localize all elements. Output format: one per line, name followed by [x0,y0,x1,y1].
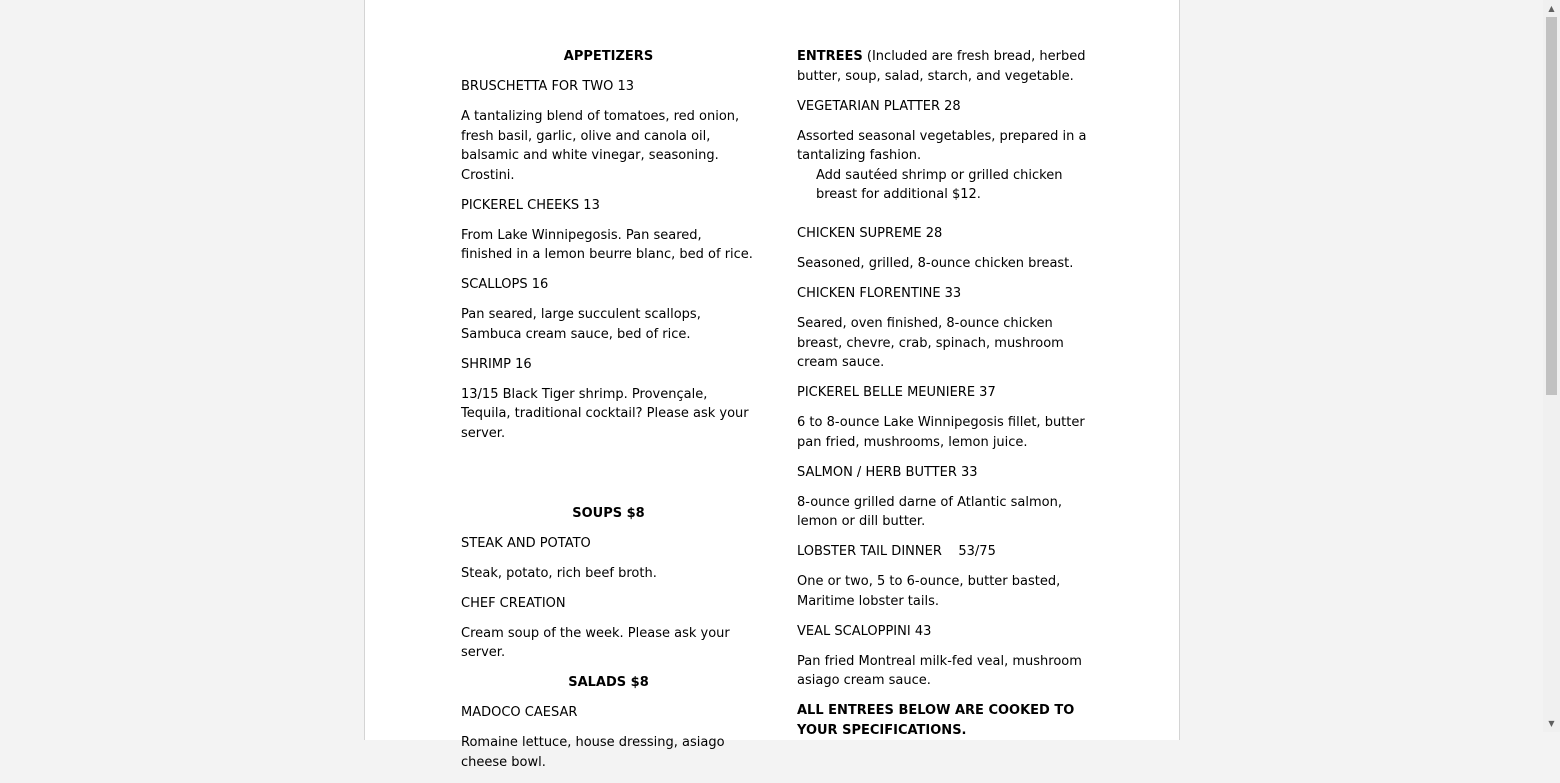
shrimp-description: 13/15 Black Tiger shrimp. Provençale, Tequila, traditional cocktail? Please ask your server. [461,386,749,441]
entrees-note: (Included are fresh bread, herbed butter, soup, salad, starch, and vegetable. [797,49,1086,84]
spacer [797,215,1092,224]
lobster-title: LOBSTER TAIL DINNER 53/75 [797,544,996,559]
veal-title: VEAL SCALOPPINI 43 [797,623,932,639]
veal-description: Pan fried Montreal milk-fed veal, mushroom asiago cream sauce. [797,653,1082,688]
chicken-florentine-title: CHICKEN FLORENTINE 33 [797,286,962,301]
madoco-caesar-title: MADOCO CAESAR [461,705,578,720]
entrees-heading: ENTREES [797,49,863,64]
scrollbar-thumb[interactable] [1546,17,1557,395]
vegetarian-title: VEGETARIAN PLATTER 28 [797,98,961,114]
bruschetta-description: A tantalizing blend of tomatoes, red onion, fresh basil, garlic, olive and canola oil, balsamic and white vinegar, seasoning. Crostini. [461,109,740,183]
scroll-down-arrow-icon[interactable]: ▼ [1548,719,1555,728]
chef-creation-title: CHEF CREATION [461,595,566,611]
pickerel-belle-description: 6 to 8-ounce Lake Winnipegosis fillet, butter pan fried, mushrooms, lemon juice. [797,415,1085,450]
spacer [461,454,756,504]
right-column [797,47,1092,751]
salmon-title: SALMON / HERB BUTTER 33 [797,464,978,480]
document-page [364,0,1180,770]
vegetarian-addon: Add sautéed shrimp or grilled chicken breast for additional $12. [816,167,1063,202]
appetizers-heading: APPETIZERS [563,49,654,64]
soups-heading: SOUPS $8 [572,505,645,521]
scallops-title: SCALLOPS 16 [461,277,549,292]
pickerel-belle-title: PICKEREL BELLE MEUNIERE 37 [797,385,996,400]
salads-heading: SALADS $8 [568,675,649,690]
bruschetta-title: BRUSCHETTA FOR TWO 13 [461,79,635,94]
chicken-supreme-description: Seasoned, grilled, 8-ounce chicken breast. [797,256,1074,271]
pickerel-cheeks-description: From Lake Winnipegosis. Pan seared, finished in a lemon beurre blanc, bed of rice. [461,227,753,262]
vertical-scrollbar[interactable] [1543,0,1560,732]
left-column [461,47,756,783]
steak-potato-description: Steak, potato, rich beef broth. [461,565,657,581]
vegetarian-description: Assorted seasonal vegetables, prepared in a tantalizing fashion. [797,128,1087,163]
pickerel-cheeks-title: PICKEREL CHEEKS 13 [461,197,600,213]
cooked-to-specification-note: ALL ENTREES BELOW ARE COOKED TO YOUR SPECIFICATIONS. [797,703,1075,738]
scallops-description: Pan seared, large succulent scallops, Sambuca cream sauce, bed of rice. [461,307,701,342]
madoco-caesar-description: Romaine lettuce, house dressing, asiago cheese bowl. [461,735,725,770]
steak-potato-title: STEAK AND POTATO [461,535,591,551]
chicken-florentine-description: Seared, oven finished, 8-ounce chicken breast, chevre, crab, spinach, mushroom cream sauce. [797,316,1064,370]
shrimp-title: SHRIMP 16 [461,356,532,372]
salmon-description: 8-ounce grilled darne of Atlantic salmon, lemon or dill butter. [797,494,1063,529]
chicken-supreme-title: CHICKEN SUPREME 28 [797,226,943,241]
entrees-intro [797,47,1092,86]
lobster-description: One or two, 5 to 6-ounce, butter basted, Maritime lobster tails. [797,574,1061,609]
chef-creation-description: Cream soup of the week. Please ask your server. [461,625,730,660]
scroll-up-arrow-icon[interactable]: ▲ [1548,4,1555,13]
